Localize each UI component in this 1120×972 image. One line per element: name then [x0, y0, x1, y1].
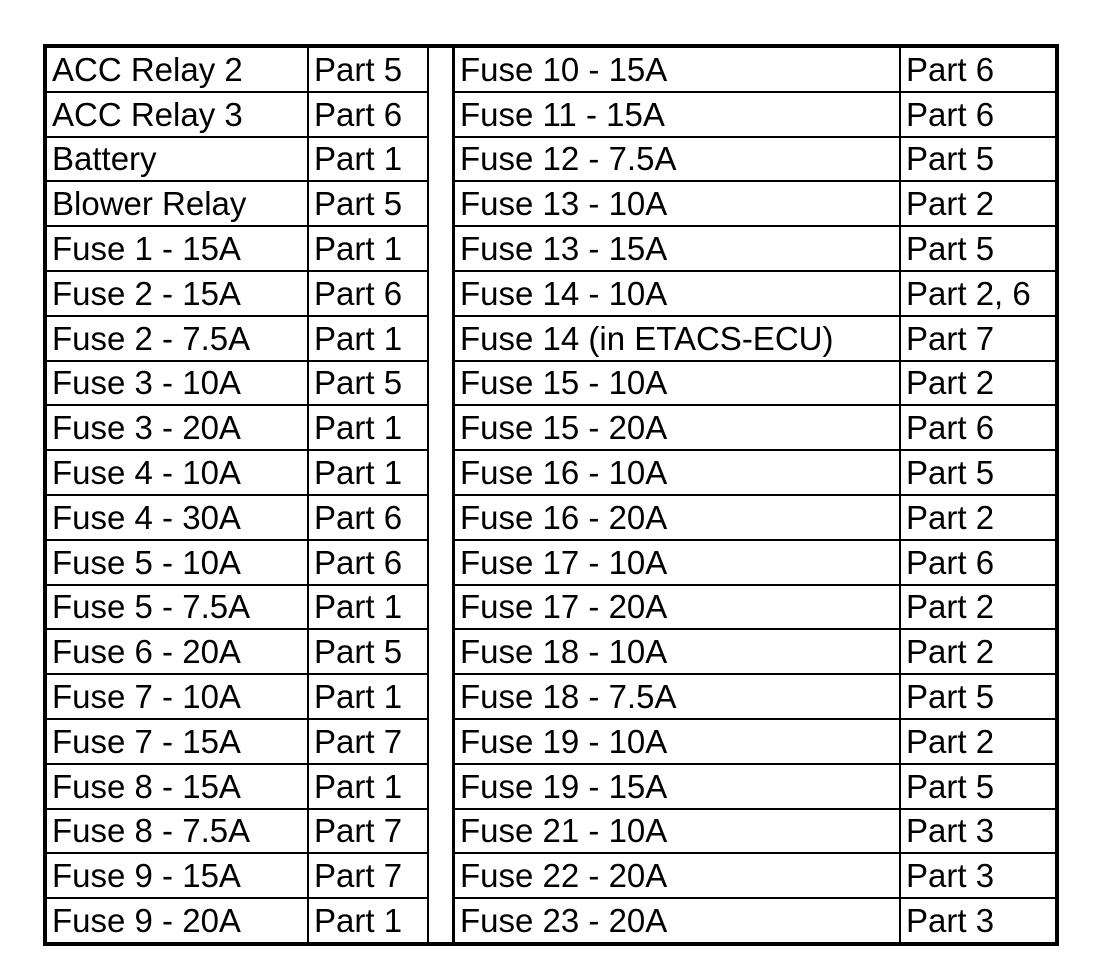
right-component-cell: Fuse 17 - 10A: [455, 541, 899, 586]
left-component-cell: Fuse 5 - 10A: [47, 541, 307, 586]
left-part-cell: Part 1: [309, 138, 427, 183]
left-part-cell: Part 6: [309, 541, 427, 586]
gap-cell: [429, 897, 452, 942]
right-part-cell: Part 6: [901, 406, 1055, 451]
gap-cell: [429, 584, 452, 629]
left-component-cell: Fuse 1 - 15A: [47, 227, 307, 272]
left-part-cell: Part 1: [309, 586, 427, 631]
gap-cell: [429, 763, 452, 808]
gap-cell: [429, 361, 452, 406]
right-part-cell: Part 3: [901, 854, 1055, 899]
right-part-cell: Part 2: [901, 720, 1055, 765]
column-gap: [429, 48, 455, 942]
right-part-cell: Part 6: [901, 93, 1055, 138]
right-part-cell: Part 2: [901, 362, 1055, 407]
left-component-cell: Fuse 9 - 20A: [52, 902, 241, 940]
right-component-cell: Fuse 21 - 10A: [455, 810, 899, 855]
left-part-cell: Part 7: [309, 854, 427, 899]
left-component-cell: Fuse 8 - 15A: [47, 765, 307, 810]
right-component-cell: Fuse 15 - 20A: [455, 406, 899, 451]
left-name-column: [47, 48, 309, 942]
right-part-cell: Part 5: [901, 675, 1055, 720]
left-component-cell: Fuse 4 - 30A: [47, 496, 307, 541]
gap-cell: [429, 674, 452, 719]
gap-cell: [429, 808, 452, 853]
gap-cell: [429, 182, 452, 227]
gap-cell: [429, 227, 452, 272]
left-part-cell: Part 6: [309, 272, 427, 317]
gap-cell: [429, 495, 452, 540]
gap-cell: [429, 316, 452, 361]
left-component-cell: Fuse 5 - 7.5A: [47, 586, 307, 631]
right-component-cell: Fuse 18 - 7.5A: [455, 675, 899, 720]
left-component-cell: Fuse 4 - 10A: [47, 451, 307, 496]
left-part-cell: Part 1: [309, 317, 427, 362]
left-component-cell: Fuse 2 - 15A: [47, 272, 307, 317]
left-component-cell: Battery: [47, 138, 307, 183]
left-component-cell: Fuse 3 - 20A: [47, 406, 307, 451]
right-component-cell: Fuse 19 - 15A: [455, 765, 899, 810]
right-component-cell: Fuse 14 - 10A: [455, 272, 899, 317]
left-part-cell: Part 1: [309, 765, 427, 810]
right-part-cell: Part 5: [901, 765, 1055, 810]
fuse-index-table: [43, 44, 1059, 946]
right-component-cell: Fuse 23 - 20A: [460, 902, 668, 940]
left-component-cell: Blower Relay: [47, 182, 307, 227]
right-component-cell: Fuse 16 - 10A: [455, 451, 899, 496]
right-component-cell: Fuse 16 - 20A: [455, 496, 899, 541]
right-component-cell: Fuse 14 (in ETACS-ECU): [455, 317, 899, 362]
left-component-cell: ACC Relay 3: [47, 93, 307, 138]
right-name-column: [455, 48, 901, 942]
right-part-cell: Part 5: [901, 138, 1055, 183]
gap-cell: [429, 137, 452, 182]
gap-cell: [429, 540, 452, 585]
gap-cell: [429, 48, 452, 93]
left-part-cell: Part 7: [309, 720, 427, 765]
right-component-cell: Fuse 13 - 10A: [455, 182, 899, 227]
right-component-cell: Fuse 11 - 15A: [455, 93, 899, 138]
left-component-cell: Fuse 7 - 15A: [47, 720, 307, 765]
left-component-cell: Fuse 2 - 7.5A: [47, 317, 307, 362]
right-part-cell: Part 2: [901, 496, 1055, 541]
gap-cell: [429, 719, 452, 764]
right-part-cell: Part 5: [901, 227, 1055, 272]
left-component-cell: Fuse 3 - 10A: [47, 362, 307, 407]
left-component-cell: Fuse 6 - 20A: [47, 630, 307, 675]
right-part-cell: Part 2: [901, 182, 1055, 227]
left-part-cell: Part 6: [309, 496, 427, 541]
right-component-cell: Fuse 17 - 20A: [455, 586, 899, 631]
right-part-cell: Part 3: [906, 902, 995, 940]
right-part-cell: Part 2: [901, 630, 1055, 675]
right-component-cell: Fuse 19 - 10A: [455, 720, 899, 765]
left-part-cell: Part 1: [309, 227, 427, 272]
left-part-cell: Part 1: [314, 902, 403, 940]
right-component-cell: Fuse 12 - 7.5A: [455, 138, 899, 183]
left-part-cell: Part 1: [309, 451, 427, 496]
left-component-cell: Fuse 8 - 7.5A: [47, 810, 307, 855]
right-part-cell: Part 6: [901, 541, 1055, 586]
right-part-cell: Part 2: [901, 586, 1055, 631]
gap-cell: [429, 406, 452, 451]
right-component-cell: Fuse 13 - 15A: [455, 227, 899, 272]
gap-cell: [429, 450, 452, 495]
gap-cell: [429, 853, 452, 898]
right-part-cell: Part 3: [901, 810, 1055, 855]
right-component-cell: Fuse 18 - 10A: [455, 630, 899, 675]
left-part-cell: Part 1: [309, 675, 427, 720]
right-part-cell: Part 6: [901, 48, 1055, 93]
left-part-cell: Part 1: [309, 406, 427, 451]
left-part-cell: Part 5: [309, 362, 427, 407]
right-component-cell: Fuse 22 - 20A: [455, 854, 899, 899]
right-part-cell: Part 2, 6: [901, 272, 1055, 317]
right-part-column: [901, 48, 1055, 942]
gap-cell: [429, 93, 452, 138]
left-part-cell: Part 5: [309, 630, 427, 675]
gap-cell: [429, 629, 452, 674]
left-part-cell: Part 7: [309, 810, 427, 855]
left-part-cell: Part 5: [309, 48, 427, 93]
left-component-cell: Fuse 9 - 15A: [47, 854, 307, 899]
left-component-cell: ACC Relay 2: [47, 48, 307, 93]
left-part-cell: Part 6: [309, 93, 427, 138]
right-part-cell: Part 5: [901, 451, 1055, 496]
gap-cell: [429, 272, 452, 317]
right-component-cell: Fuse 15 - 10A: [455, 362, 899, 407]
left-part-column: [309, 48, 429, 942]
right-component-cell: Fuse 10 - 15A: [455, 48, 899, 93]
left-component-cell: Fuse 7 - 10A: [47, 675, 307, 720]
right-part-cell: Part 7: [901, 317, 1055, 362]
left-part-cell: Part 5: [309, 182, 427, 227]
